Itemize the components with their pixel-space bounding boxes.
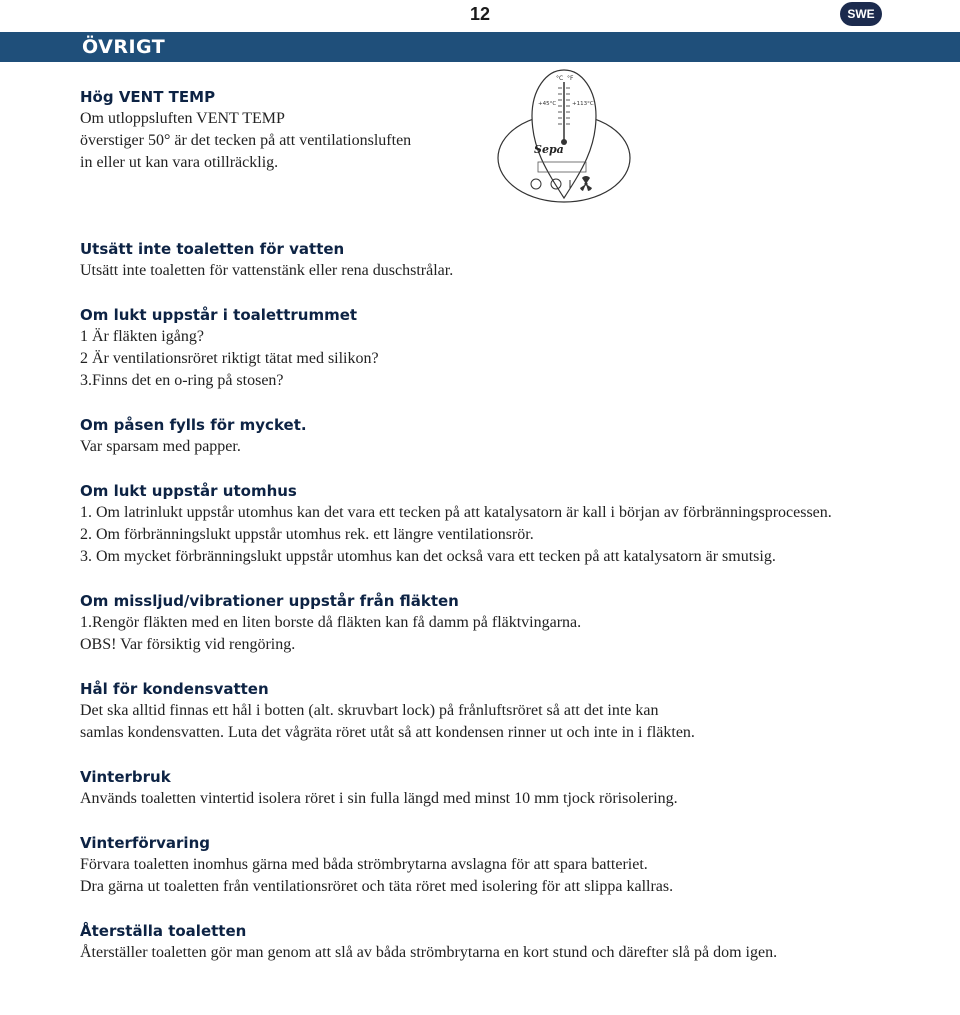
section-bag — [80, 414, 880, 458]
fahrenheit-unit: °F — [567, 75, 574, 82]
section-heading: Om påsen fylls för mycket. — [80, 416, 307, 434]
section-heading: Vinterbruk — [80, 768, 171, 786]
list-item: 2. Om förbränningslukt uppstår utomhus rek. ett längre ventilationsrör. — [80, 526, 534, 543]
body-line: Förvara toaletten inomhus gärna med båda strömbrytarna avslagna för att spara batteriet. — [80, 856, 648, 873]
section-heading: Utsätt inte toaletten för vatten — [80, 240, 345, 258]
section-odor-outside — [80, 480, 880, 568]
celsius-unit: °C — [556, 75, 564, 82]
page-number: 12 — [469, 4, 491, 24]
section-condensate — [80, 678, 880, 744]
list-item: 1 Är fläkten igång? — [80, 328, 204, 345]
language-badge: SWE — [840, 2, 882, 26]
list-item: 3.Finns det en o-ring på stosen? — [80, 372, 284, 389]
body-line: Det ska alltid finnas ett hål i botten (alt. skruvbart lock) på frånluftsröret så att det inte kan — [80, 702, 659, 719]
section-winter-use — [80, 766, 880, 810]
list-item: 1. Om latrinlukt uppstår utomhus kan det vara ett tecken på att katalysatorn är kall i början av förbränningsprocessen. — [80, 504, 832, 521]
section-heading: Hål för kondensvatten — [80, 680, 269, 698]
section-heading: Om lukt uppstår i toalettrummet — [80, 306, 358, 324]
body-line: Var sparsam med papper. — [80, 438, 241, 455]
body-line: överstiger 50° är det tecken på att ventilationsluften — [80, 132, 412, 149]
body-line: Används toaletten vintertid isolera röret i sin fulla längd med minst 10 mm tjock rörisolering. — [80, 790, 678, 807]
section-heading: Om lukt uppstår utomhus — [80, 482, 297, 500]
section-vent-temp — [80, 86, 490, 174]
section-reset — [80, 920, 880, 964]
brand-logo: Sepa — [534, 143, 564, 156]
section-water — [80, 238, 880, 282]
section-odor-room — [80, 304, 880, 392]
section-heading: Återställa toaletten — [80, 922, 247, 940]
section-header-bar — [0, 32, 960, 62]
body-line: Utsätt inte toaletten för vattenstänk eller rena duschstrålar. — [80, 262, 454, 279]
right-temp-mark: +113°C — [572, 101, 594, 107]
section-noise — [80, 590, 880, 656]
body-line: OBS! Var försiktig vid rengöring. — [80, 636, 296, 653]
section-winter-storage — [80, 832, 880, 898]
section-heading: Om missljud/vibrationer uppstår från fläkten — [80, 592, 459, 610]
body-line: Om utloppsluften VENT TEMP — [80, 110, 285, 127]
left-temp-mark: +45°C — [538, 101, 557, 107]
section-title: ÖVRIGT — [82, 36, 166, 58]
section-heading: Hög VENT TEMP — [80, 88, 216, 106]
main-content — [80, 86, 880, 964]
list-item: 3. Om mycket förbränningslukt uppstår utomhus kan det också vara ett tecken på att katalysatorn är smutsig. — [80, 548, 776, 565]
list-item: 2 Är ventilationsröret riktigt tätat med silikon? — [80, 350, 379, 367]
body-line: Dra gärna ut toaletten från ventilationsröret och täta röret med isolering för att slippa kallras. — [80, 878, 674, 895]
section-heading: Vinterförvaring — [80, 834, 210, 852]
body-line: samlas kondensvatten. Luta det vågräta röret utåt så att kondensen rinner ut och inte in i fläkten. — [80, 724, 695, 741]
body-line: Återställer toaletten gör man genom att slå av båda strömbrytarna en kort stund och därefter slå på dom igen. — [80, 944, 778, 961]
body-line: in eller ut kan vara otillräcklig. — [80, 154, 279, 171]
body-line: 1.Rengör fläkten med en liten borste då fläkten kan få damm på fläktvingarna. — [80, 614, 582, 631]
